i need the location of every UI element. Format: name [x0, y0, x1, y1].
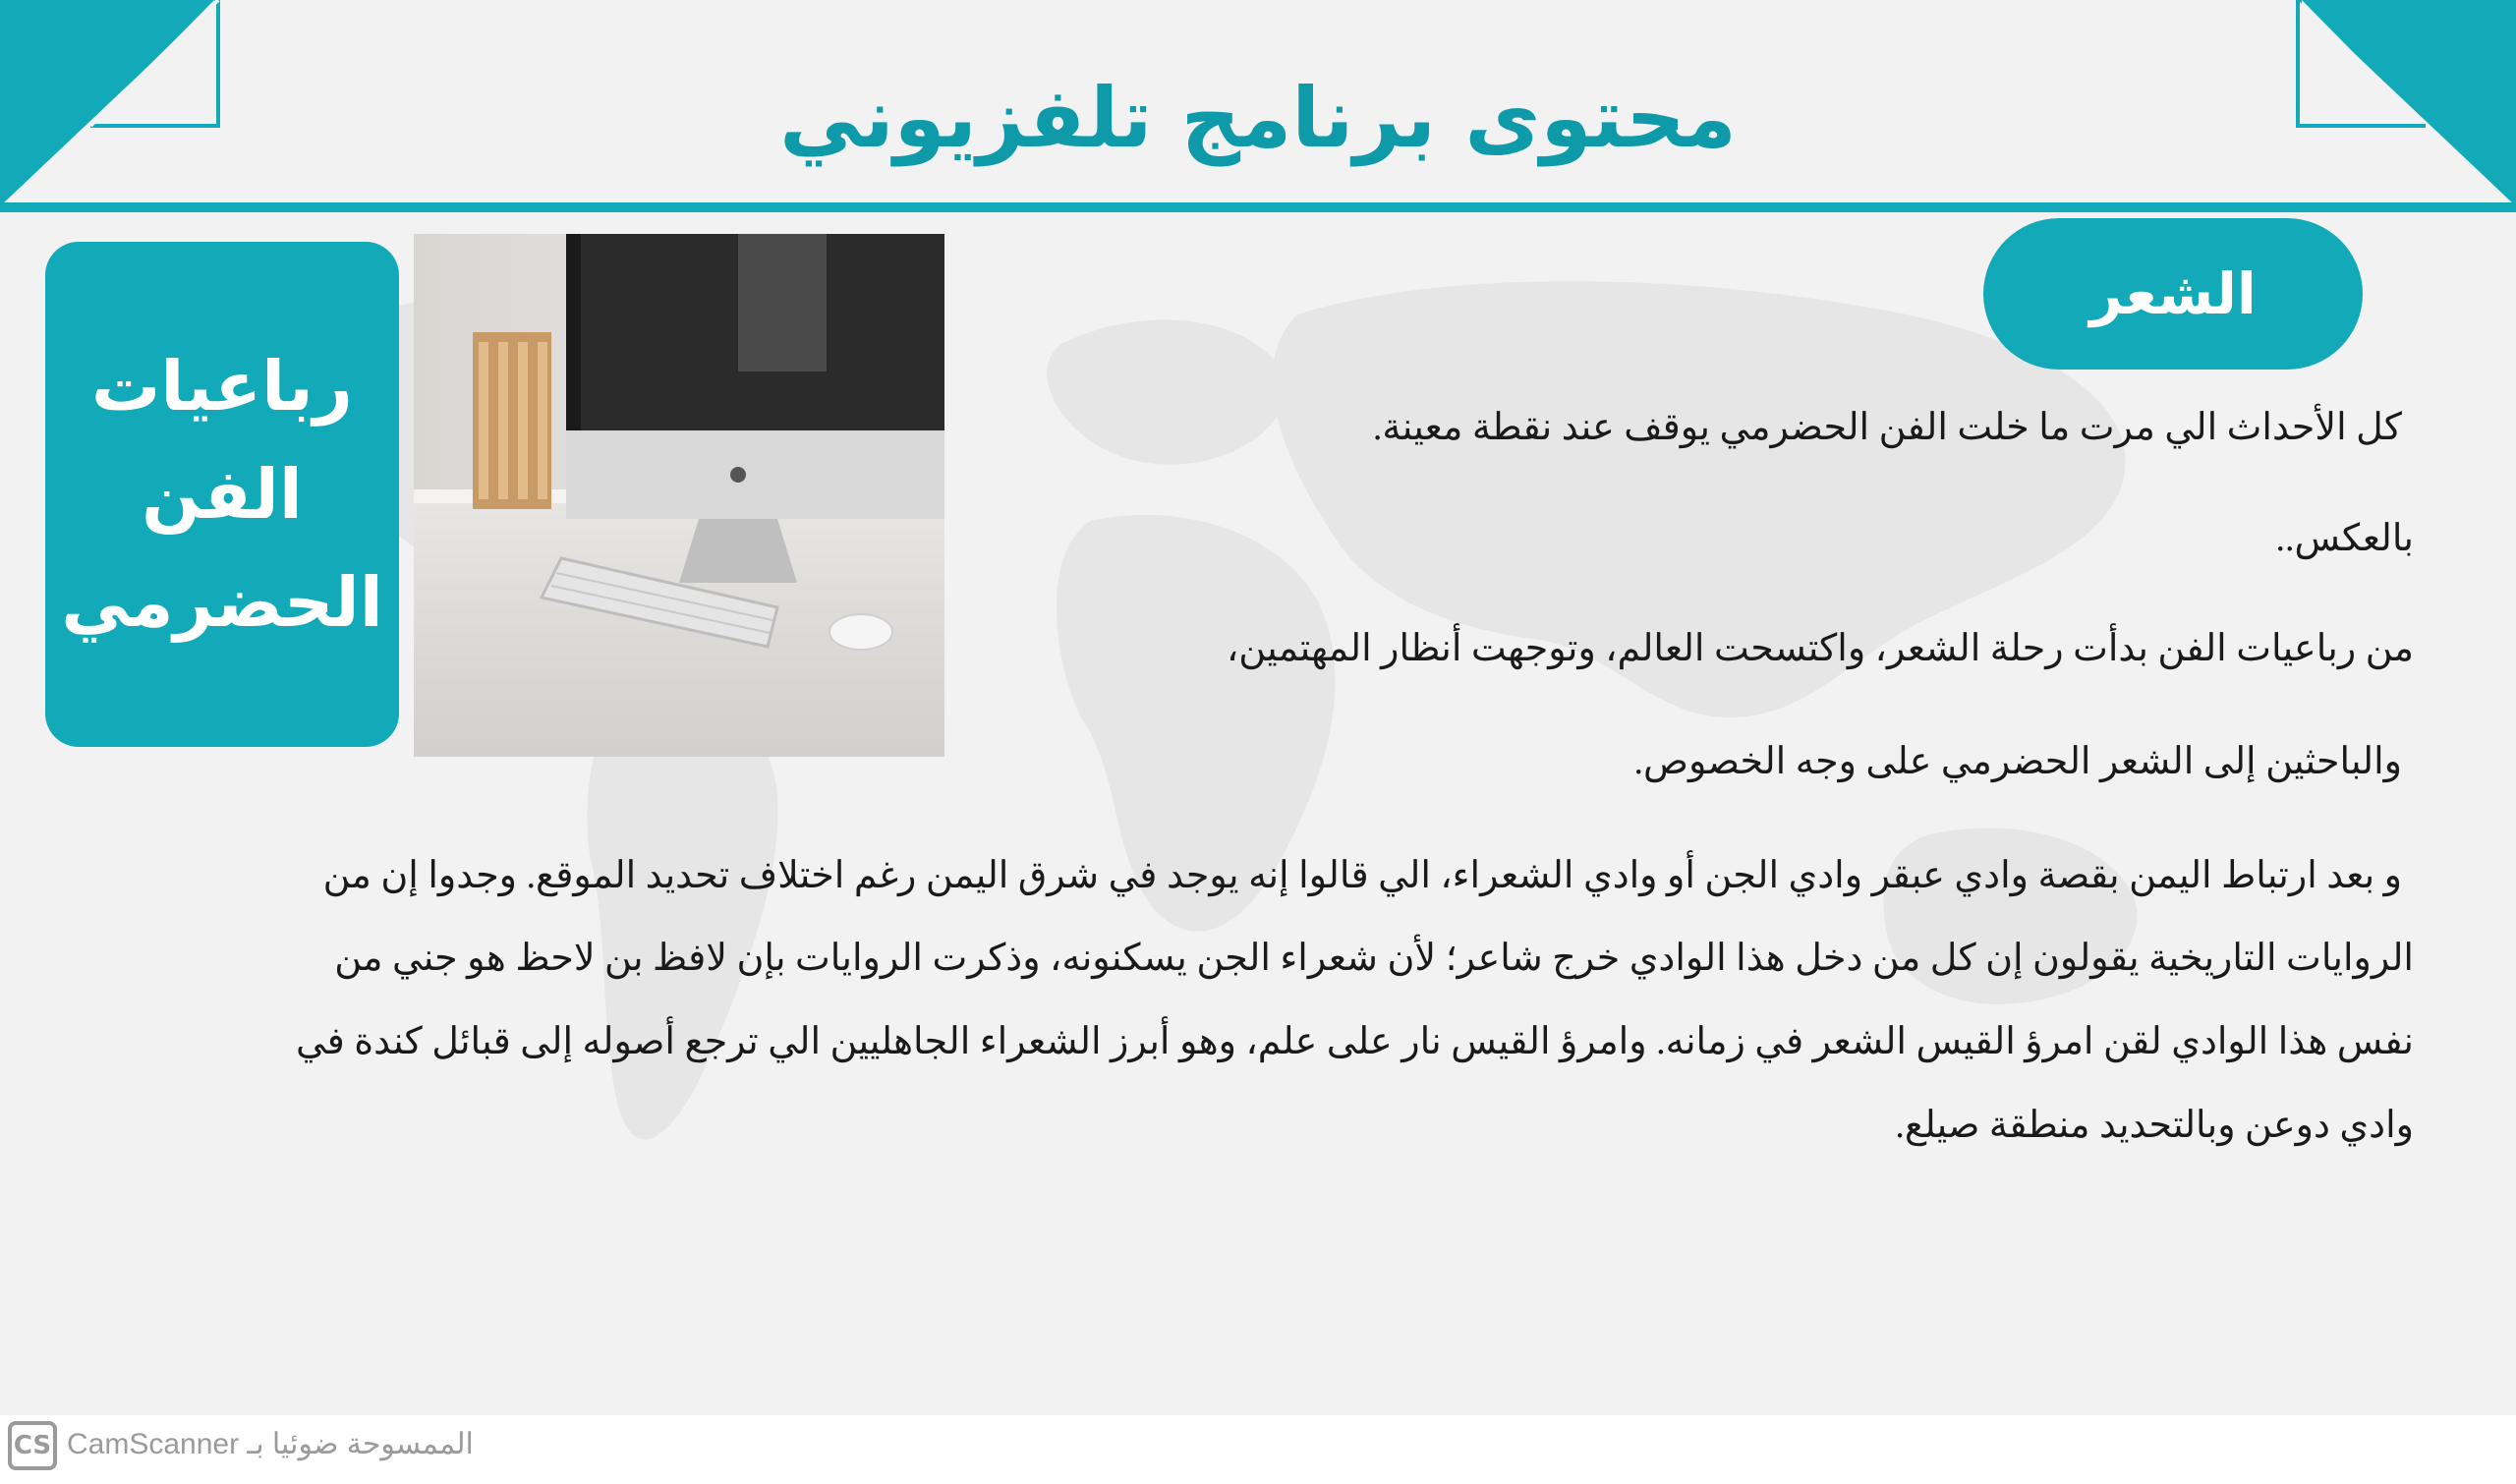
paragraph-line: الروايات التاريخية يقولون إن كل من دخل هذا الوادي خرج شاعر؛ لأن شعراء الجن يسكنونه، وذكرت الروايات بإن لافظ بن لاحظ هو جني من [334, 938, 2414, 979]
paragraph-line: كل الأحداث الي مرت ما خلت الفن الحضرمي يوقف عند نقطة معينة. [1372, 407, 2402, 448]
imac-desk-photo [414, 234, 944, 757]
paragraph-line: نفس هذا الوادي لقن امرؤ القيس الشعر في زمانه. وامرؤ القيس نار على علم، وهو أبرز الشعراء الجاهليين الي ترجع أصوله إلى قبائل كندة في [295, 1021, 2414, 1062]
section-pill-poetry: الشعر [1983, 218, 2363, 370]
side-panel-line: الحضرمي [61, 562, 383, 643]
side-panel [45, 242, 399, 747]
slide-title: محتوى برنامج تلفزيوني [779, 70, 1737, 166]
camscanner-watermark: CamScanner الممسوحة ضوئيا بـ [67, 1428, 474, 1460]
paragraph-line: بالعكس.. [2275, 518, 2414, 559]
paragraph-line: و بعد ارتباط اليمن بقصة وادي عبقر وادي الجن أو وادي الشعراء، الي قالوا إنه يوجد في شرق اليمن رغم اختلاف تحديد الموقع. وجدوا إن من [322, 855, 2402, 896]
paragraph-line: والباحثين إلى الشعر الحضرمي على وجه الخصوص. [1633, 741, 2402, 782]
camscanner-logo-icon: CS [8, 1421, 57, 1470]
side-panel-line: الفن [142, 454, 303, 535]
header-divider [0, 202, 2516, 212]
paragraph-line: وادي دوعن وبالتحديد منطقة صيلع. [1895, 1105, 2414, 1146]
side-panel-line: رباعيات [91, 346, 353, 427]
paragraph-line: من رباعيات الفن بدأت رحلة الشعر، واكتسحت العالم، وتوجهت أنظار المهتمين، [1226, 628, 2414, 669]
